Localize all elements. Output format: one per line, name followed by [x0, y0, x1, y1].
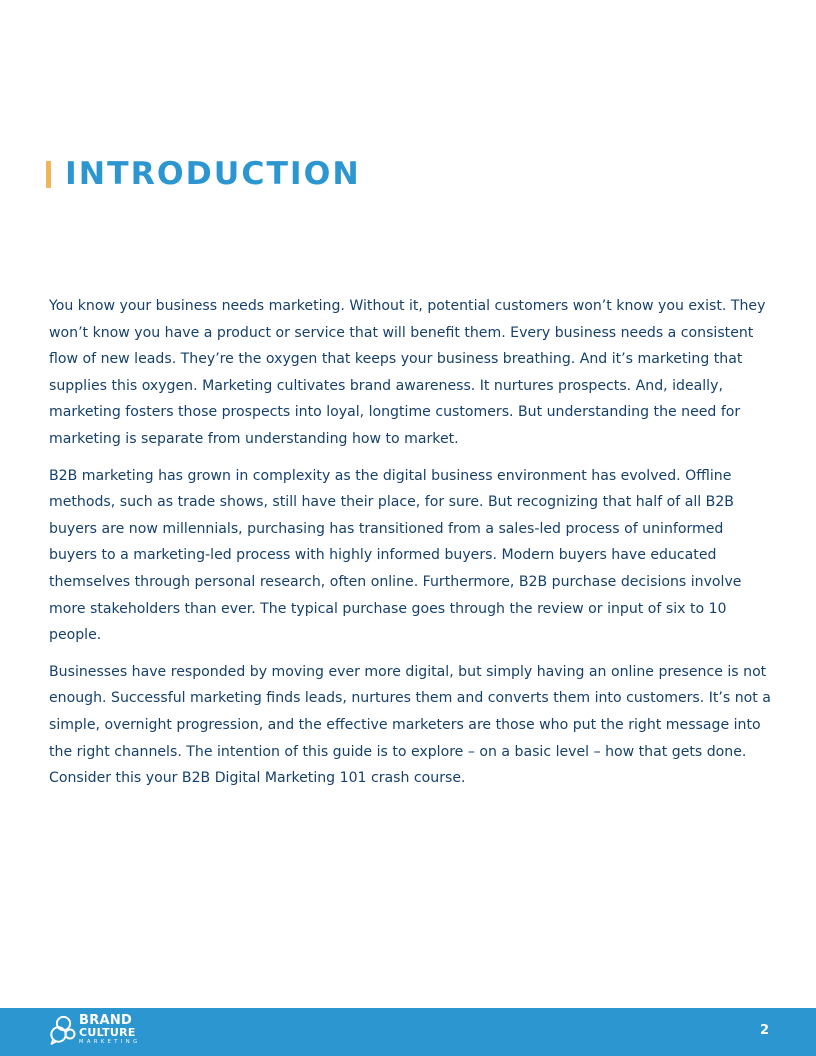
logo-word-culture: CULTURE	[79, 1026, 136, 1039]
page-number: 2	[759, 1023, 769, 1038]
page-title: INTRODUCTION	[65, 156, 361, 192]
chat-bubbles-icon	[50, 1015, 77, 1045]
logo-wordmark	[79, 1014, 141, 1046]
paragraph-3: Businesses have responded by moving ever more digital, but simply having an online presence is not enough. Successful marketing finds leads, nurtures them and converts them into customers. It’s not a simple, overnight progression, and the effective marketers are those who put the right message into the right channels. The intention of this guide is to explore – on a basic level – how that gets done. Consider this your B2B Digital Marketing 101 crash course.	[49, 663, 771, 787]
brand-logo	[50, 1014, 141, 1046]
heading-accent-bar	[46, 161, 51, 188]
section-heading	[46, 154, 361, 194]
body-copy	[49, 293, 773, 802]
logo-word-brand: BRAND	[79, 1013, 133, 1028]
paragraph-2: B2B marketing has grown in complexity as the digital business environment has evolved. Offline methods, such as trade shows, still have their place, for sure. But recognizing that half of all B2B buyers are now millennials, purchasing has transitioned from a sales-led process of uninformed buyers to a marketing-led process with highly informed buyers. Modern buyers have educated themselves through personal research, often online. Furthermore, B2B purchase decisions involve more stakeholders than ever. The typical purchase goes through the review or input of six to 10 people.	[49, 467, 742, 644]
footer-band	[0, 1008, 816, 1056]
paragraph-1: You know your business needs marketing. Without it, potential customers won’t know you exist. They won’t know you have a product or service that will benefit them. Every business needs a consistent flow of new leads. They’re the oxygen that keeps your business breathing. And it’s marketing that supplies this oxygen. Marketing cultivates brand awareness. It nurtures prospects. And, ideally, marketing fosters those prospects into loyal, longtime customers. But understanding the need for marketing is separate from understanding how to market.	[49, 298, 766, 447]
logo-word-marketing: MARKETING	[79, 1039, 141, 1045]
